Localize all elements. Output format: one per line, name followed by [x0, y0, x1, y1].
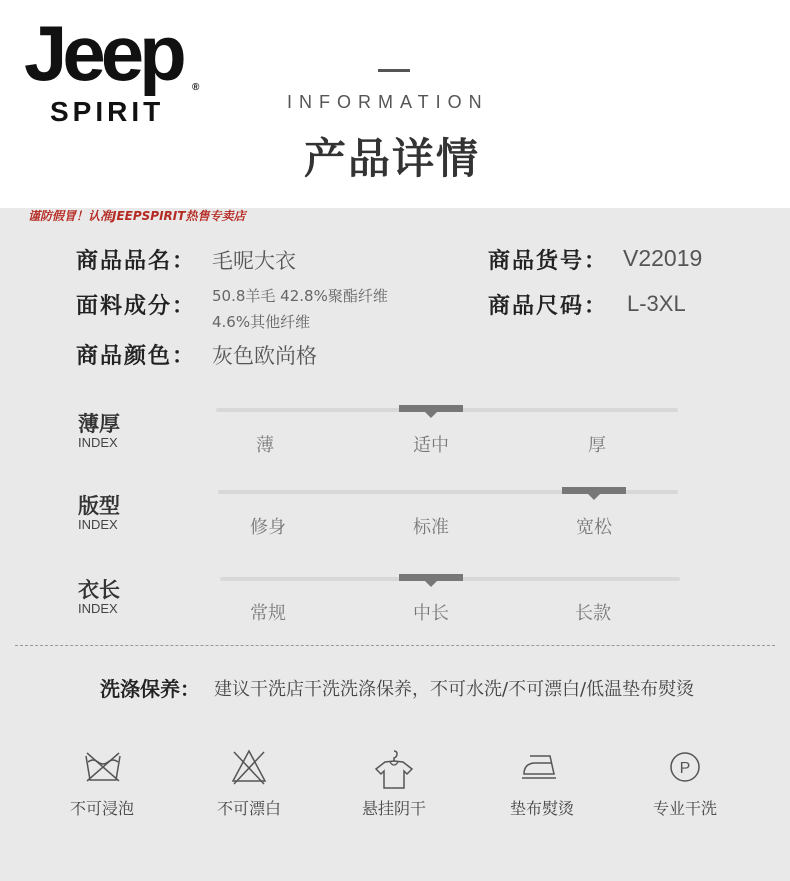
thickness-index-title: 薄厚 [78, 412, 120, 436]
color-label: 商品颜色： [76, 344, 197, 369]
material-label: 面料成分： [76, 294, 197, 319]
length-option-long: 长款 [575, 603, 611, 624]
brand-registered-mark: ® [192, 82, 200, 93]
fit-option-slim: 修身 [250, 517, 286, 538]
no-bleach-caption: 不可漂白 [216, 799, 281, 818]
section-divider [15, 645, 775, 646]
thickness-option-thin: 薄 [256, 435, 274, 456]
header-dash [378, 69, 410, 72]
no-soak-icon [84, 750, 122, 784]
fit-marker [562, 487, 626, 494]
hang-dry-caption: 悬挂阴干 [361, 799, 426, 818]
material-line-1: 50.8羊毛 42.8%聚酯纤维 [212, 287, 388, 305]
product-code-label: 商品货号： [488, 249, 609, 274]
length-option-regular: 常规 [250, 603, 286, 624]
dry-clean-caption: 专业干洗 [652, 799, 717, 818]
product-code-value: V22019 [623, 245, 703, 271]
dry-clean-symbol: P [679, 760, 691, 777]
header-chinese-title: 产品详情 [304, 134, 481, 183]
iron-icon [520, 752, 558, 782]
length-index-title: 衣长 [78, 578, 120, 602]
fit-index-title: 版型 [78, 494, 120, 518]
anti-counterfeit-warning: 谨防假冒！认准JEEPSPIRIT热售专卖店 [28, 209, 246, 223]
length-marker-tip [425, 581, 437, 587]
brand-logo-jeep: Jeep [24, 9, 182, 97]
material-line-2: 4.6%其他纤维 [212, 313, 311, 331]
brand-logo-spirit: SPIRIT [50, 96, 165, 127]
thickness-option-medium: 适中 [413, 435, 449, 456]
length-marker [399, 574, 463, 581]
iron-caption: 垫布熨烫 [509, 799, 574, 818]
header-english-title: INFORMATION [287, 92, 489, 112]
length-index-sub: INDEX [78, 601, 118, 616]
header [0, 0, 790, 208]
care-text: 建议干洗店干洗洗涤保养，不可水洗/不可漂白/低温垫布熨烫 [214, 679, 695, 700]
fit-marker-tip [588, 494, 600, 500]
fit-option-standard: 标准 [413, 517, 449, 538]
fit-index-sub: INDEX [78, 517, 118, 532]
thickness-marker-tip [425, 412, 437, 418]
product-name-label: 商品品名： [76, 249, 197, 274]
no-bleach-icon [230, 748, 268, 786]
thickness-index-sub: INDEX [78, 435, 118, 450]
size-label: 商品尺码： [488, 294, 609, 319]
no-soak-caption: 不可浸泡 [69, 799, 134, 818]
color-value: 灰色欧尚格 [212, 344, 317, 368]
care-label: 洗涤保养： [100, 677, 200, 701]
thickness-option-thick: 厚 [588, 435, 606, 456]
product-name-value: 毛呢大衣 [212, 249, 296, 273]
size-value: L-3XL [627, 291, 686, 316]
hang-dry-icon [373, 748, 415, 790]
dry-clean-icon [669, 751, 701, 783]
length-option-mid: 中长 [413, 603, 449, 624]
thickness-marker [399, 405, 463, 412]
fit-option-loose: 宽松 [576, 517, 612, 538]
